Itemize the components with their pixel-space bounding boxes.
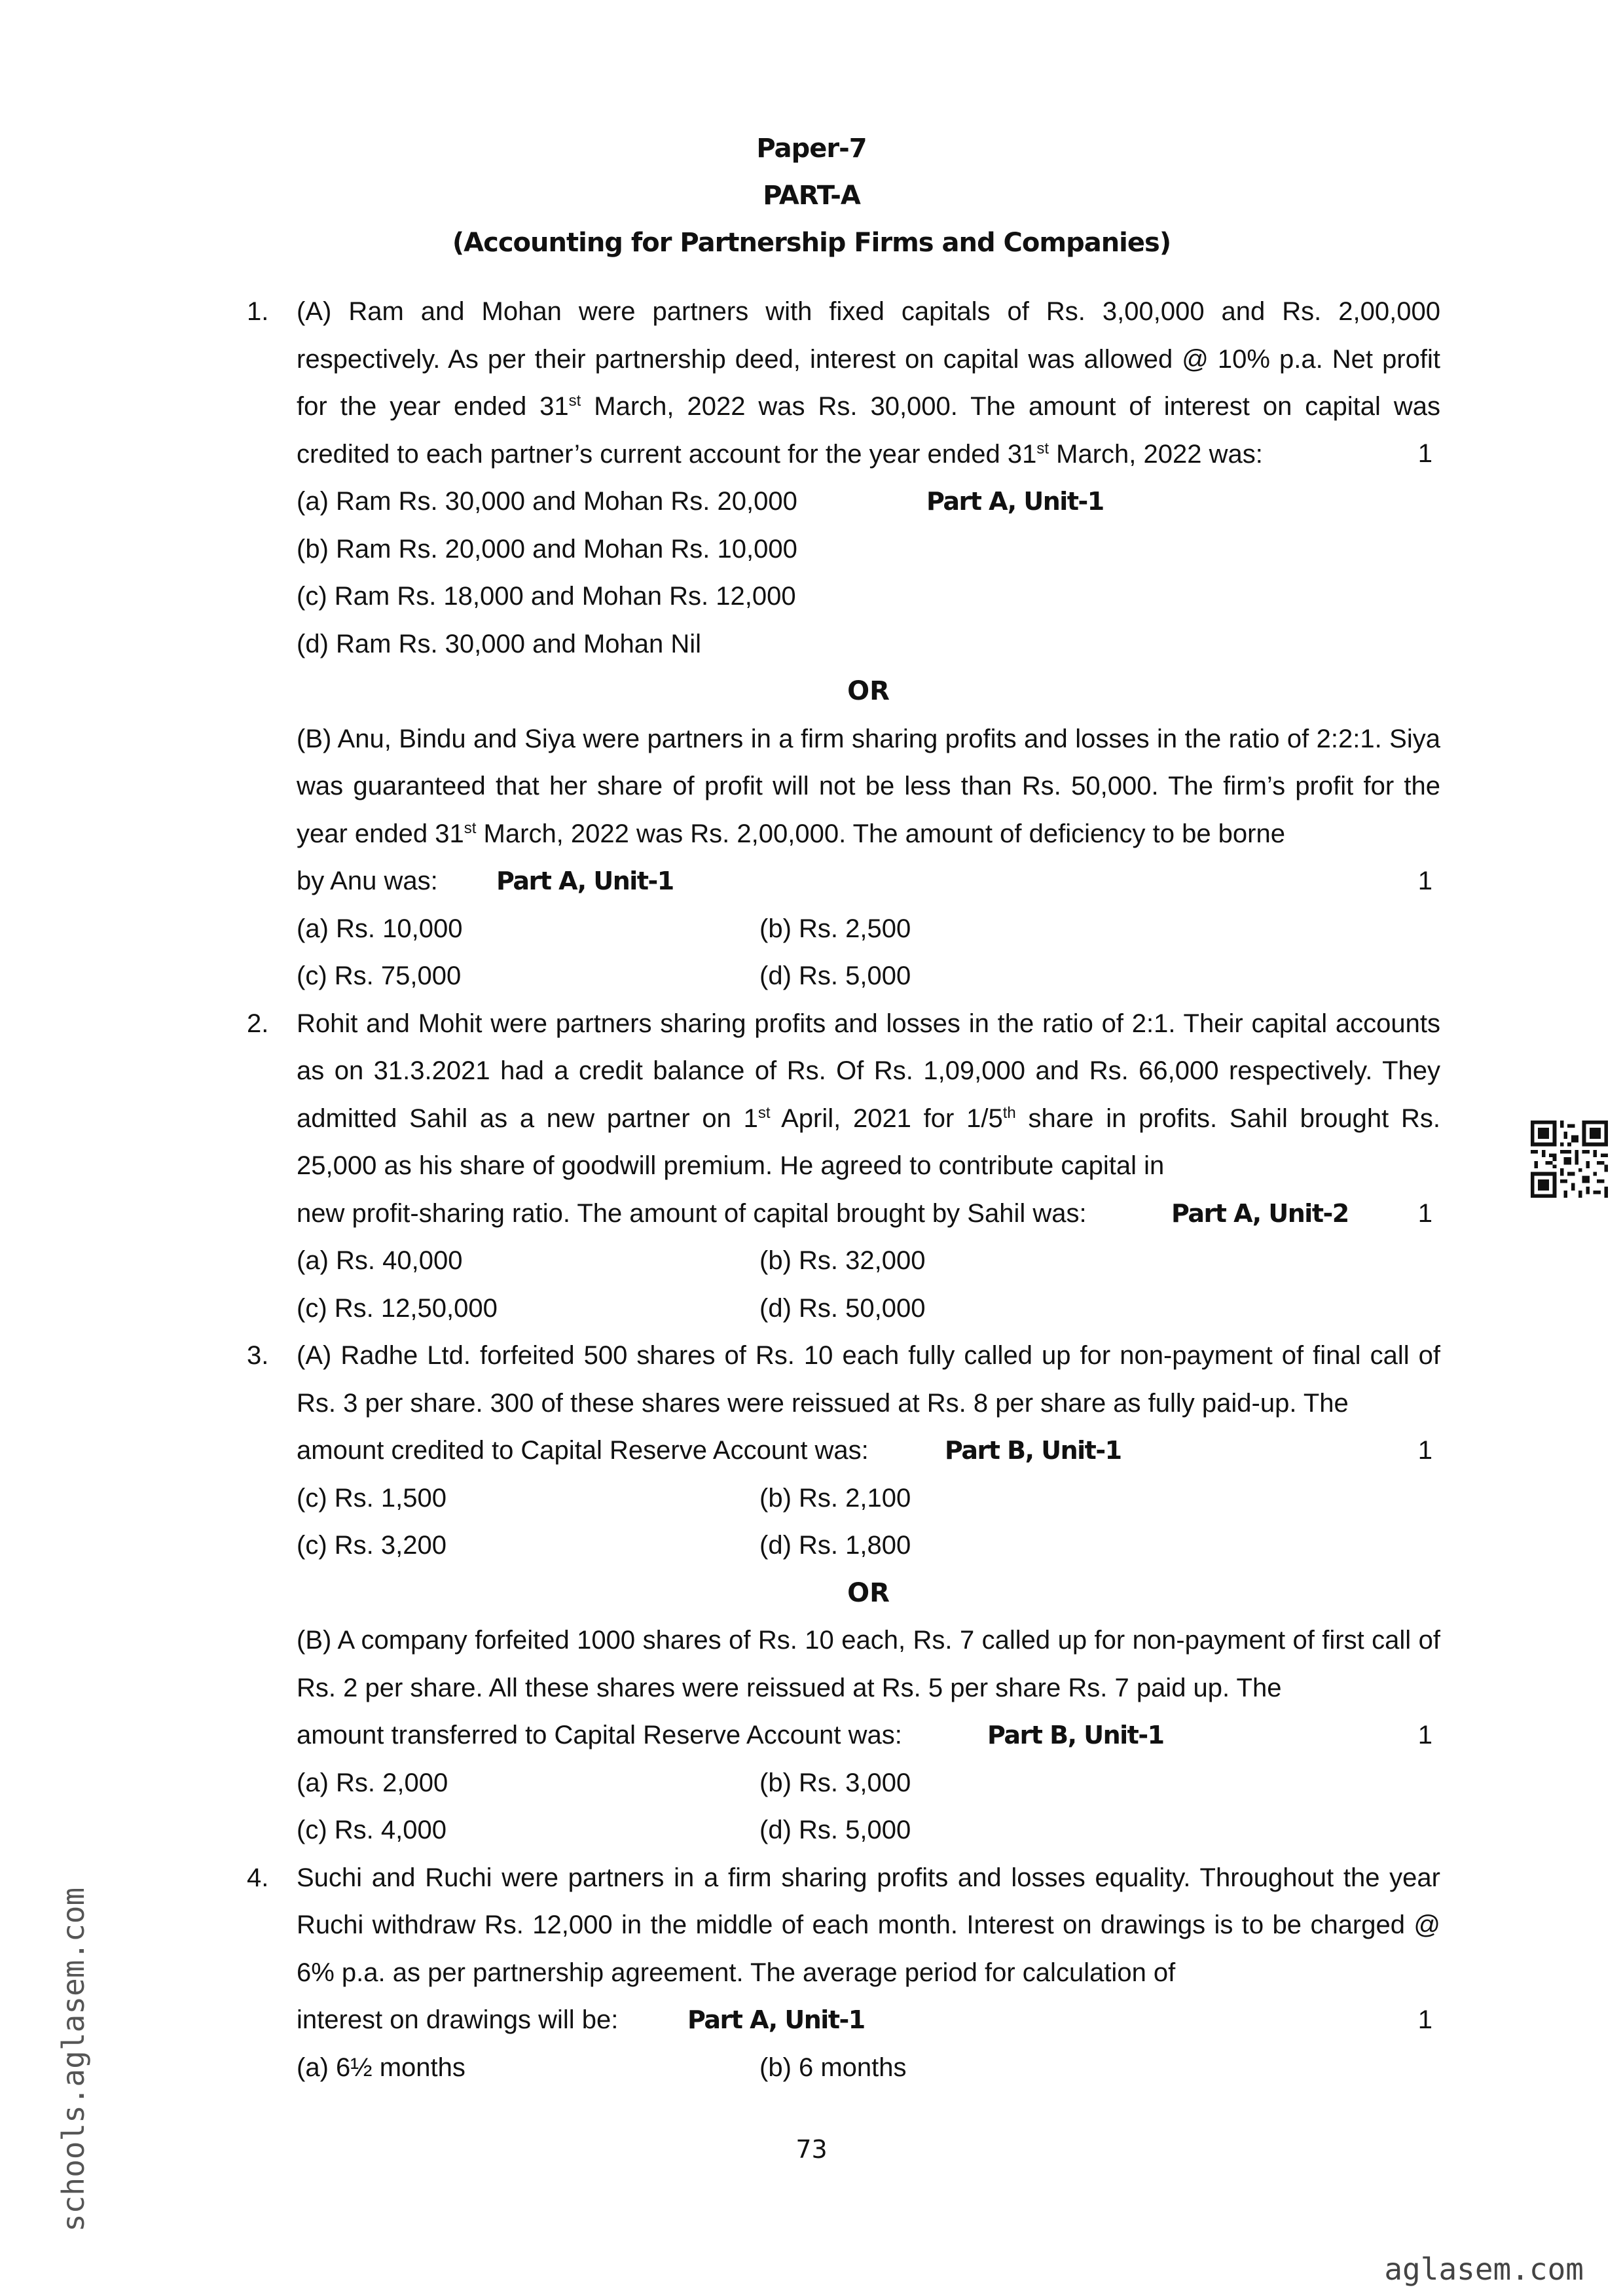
option-c: (c) Rs. 75,000 <box>297 961 462 990</box>
question-1a-text: (A) Ram and Mohan were partners with fixed capitals of Rs. 3,00,000 and Rs. 2,00,000 respectively. As per their partnership deed, interest on capital was allowed @ 10% p.a. Net profit for the year ended 31st March, 2022 was Rs. 30,000. The amount of interest on capital was credited to each partner’s current account for the year ended 31st March, 2022 was: <box>297 297 1440 469</box>
page-number: 73 <box>795 2135 828 2164</box>
unit-reference: Part A, Unit-2 <box>1171 1198 1349 1228</box>
marks: 1 <box>1417 1436 1432 1465</box>
question-number: 4. <box>247 1863 269 1892</box>
option-row <box>297 1237 1440 1285</box>
marks: 1 <box>1417 1721 1432 1749</box>
option-a: (a) Rs. 2,000 <box>297 1768 448 1797</box>
question-number: 3. <box>247 1341 269 1370</box>
question-4-text: Suchi and Ruchi were partners in a firm sharing profits and losses equality. Throughout the year Ruchi withdraw Rs. 12,000 in the middle of each month. Interest on drawings is to be charged @ 6% p.a. as per partnership agreement. The average period for calculation of <box>297 1863 1440 1987</box>
question-4 <box>242 1854 1440 2092</box>
option-row <box>297 1806 1440 1854</box>
option-c: (c) Ram Rs. 18,000 and Mohan Rs. 12,000 <box>297 582 796 611</box>
question-number: 2. <box>247 1009 269 1038</box>
option-a: (c) Rs. 1,500 <box>297 1483 447 1513</box>
option-c: (c) Rs. 4,000 <box>297 1816 447 1844</box>
option-row <box>297 1475 1440 1522</box>
marks: 1 <box>1417 1198 1432 1228</box>
option-b: (b) Rs. 32,000 <box>759 1246 926 1275</box>
part-title: PART-A <box>763 181 860 211</box>
question-2 <box>242 1000 1440 1333</box>
option-d: (d) Rs. 1,800 <box>759 1531 911 1560</box>
option-row <box>297 905 1440 953</box>
option-d: (d) Rs. 5,000 <box>759 961 911 990</box>
option-b: (b) 6 months <box>759 2053 907 2082</box>
option-b: (b) Rs. 3,000 <box>759 1768 911 1797</box>
question-2-text: Rohit and Mohit were partners sharing profits and losses in the ratio of 2:1. Their capital accounts as on 31.3.2021 had a credit balance of Rs. Of Rs. 1,09,000 and Rs. 66,000 respectively. They admitted Sahil as a new partner on 1st April, 2021 for 1/5th share in profits. Sahil brought Rs. 25,000 as his share of goodwill premium. He agreed to contribute capital in <box>297 1009 1440 1180</box>
option-row <box>297 2044 1440 2092</box>
option-a: (a) Rs. 10,000 <box>297 914 463 943</box>
option-row <box>297 1522 1440 1570</box>
option-c: (c) Rs. 12,50,000 <box>297 1293 498 1323</box>
option-d: (d) Rs. 50,000 <box>759 1293 926 1323</box>
question-3b-text: (B) A company forfeited 1000 shares of Rs. 10 each, Rs. 7 called up for non-payment of first call of Rs. 2 per share. All these shares were reissued at Rs. 5 per share Rs. 7 paid up. The <box>297 1626 1440 1702</box>
question-3a-text: (A) Radhe Ltd. forfeited 500 shares of Rs. 10 each fully called up for non-payment of final call of Rs. 3 per share. 300 of these shares were reissued at Rs. 8 per share as fully paid-up. The <box>297 1341 1440 1418</box>
marks: 1 <box>1417 439 1432 468</box>
or-separator: OR <box>847 676 890 706</box>
side-watermark: schools.aglasem.com <box>56 1887 91 2232</box>
marks: 1 <box>1417 867 1432 895</box>
question-3 <box>242 1332 1440 1854</box>
bottom-watermark: aglasem.com <box>1384 2251 1584 2287</box>
paper-title: Paper-7 <box>756 134 867 164</box>
option-b: (b) Rs. 2,100 <box>759 1483 911 1513</box>
question-1b-last-line: by Anu was: Part A, Unit-1 1 <box>297 857 1440 905</box>
question-1b-text: (B) Anu, Bindu and Siya were partners in a firm sharing profits and losses in the ratio of 2:2:1. Siya was guaranteed that her share of profit will not be less than Rs. 50,000. The firm’s profit for the year ended 31st March, 2022 was Rs. 2,00,000. The amount of deficiency to be borne <box>297 724 1440 848</box>
option-c: (c) Rs. 3,200 <box>297 1531 447 1560</box>
question-list <box>242 288 1440 2091</box>
option-a: (a) Ram Rs. 30,000 and Mohan Rs. 20,000 Part A, Unit-1 <box>297 478 1440 526</box>
question-3a-last-line: amount credited to Capital Reserve Account was: Part B, Unit-1 1 <box>297 1427 1440 1475</box>
unit-reference: Part A, Unit-1 <box>926 487 1104 516</box>
question-3b-last-line: amount transferred to Capital Reserve Account was: Part B, Unit-1 1 <box>297 1712 1440 1759</box>
question-4-last-line: interest on drawings will be: Part A, Unit-1 1 <box>297 1996 1440 2044</box>
unit-reference: Part A, Unit-1 <box>687 2005 865 2034</box>
question-1 <box>242 288 1440 1000</box>
subject-title: (Accounting for Partnership Firms and Companies) <box>452 228 1171 258</box>
question-2-last-line: new profit-sharing ratio. The amount of capital brought by Sahil was: Part A, Unit-2 1 <box>297 1190 1440 1238</box>
option-a: (a) Rs. 40,000 <box>297 1246 463 1275</box>
option-d: (d) Ram Rs. 30,000 and Mohan Nil <box>297 629 702 658</box>
option-b: (b) Rs. 2,500 <box>759 914 911 943</box>
option-b: (b) Ram Rs. 20,000 and Mohan Rs. 10,000 <box>297 534 797 564</box>
option-row <box>297 952 1440 1000</box>
or-separator: OR <box>847 1577 890 1608</box>
qr-code <box>1531 1121 1608 1198</box>
unit-reference: Part B, Unit-1 <box>987 1721 1164 1749</box>
option-row <box>297 1285 1440 1333</box>
unit-reference: Part A, Unit-1 <box>496 867 674 895</box>
marks: 1 <box>1417 2005 1432 2034</box>
unit-reference: Part B, Unit-1 <box>945 1436 1122 1465</box>
option-a: (a) 6½ months <box>297 2053 465 2082</box>
question-number: 1. <box>247 297 269 326</box>
option-d: (d) Rs. 5,000 <box>759 1816 911 1844</box>
option-row <box>297 1759 1440 1807</box>
